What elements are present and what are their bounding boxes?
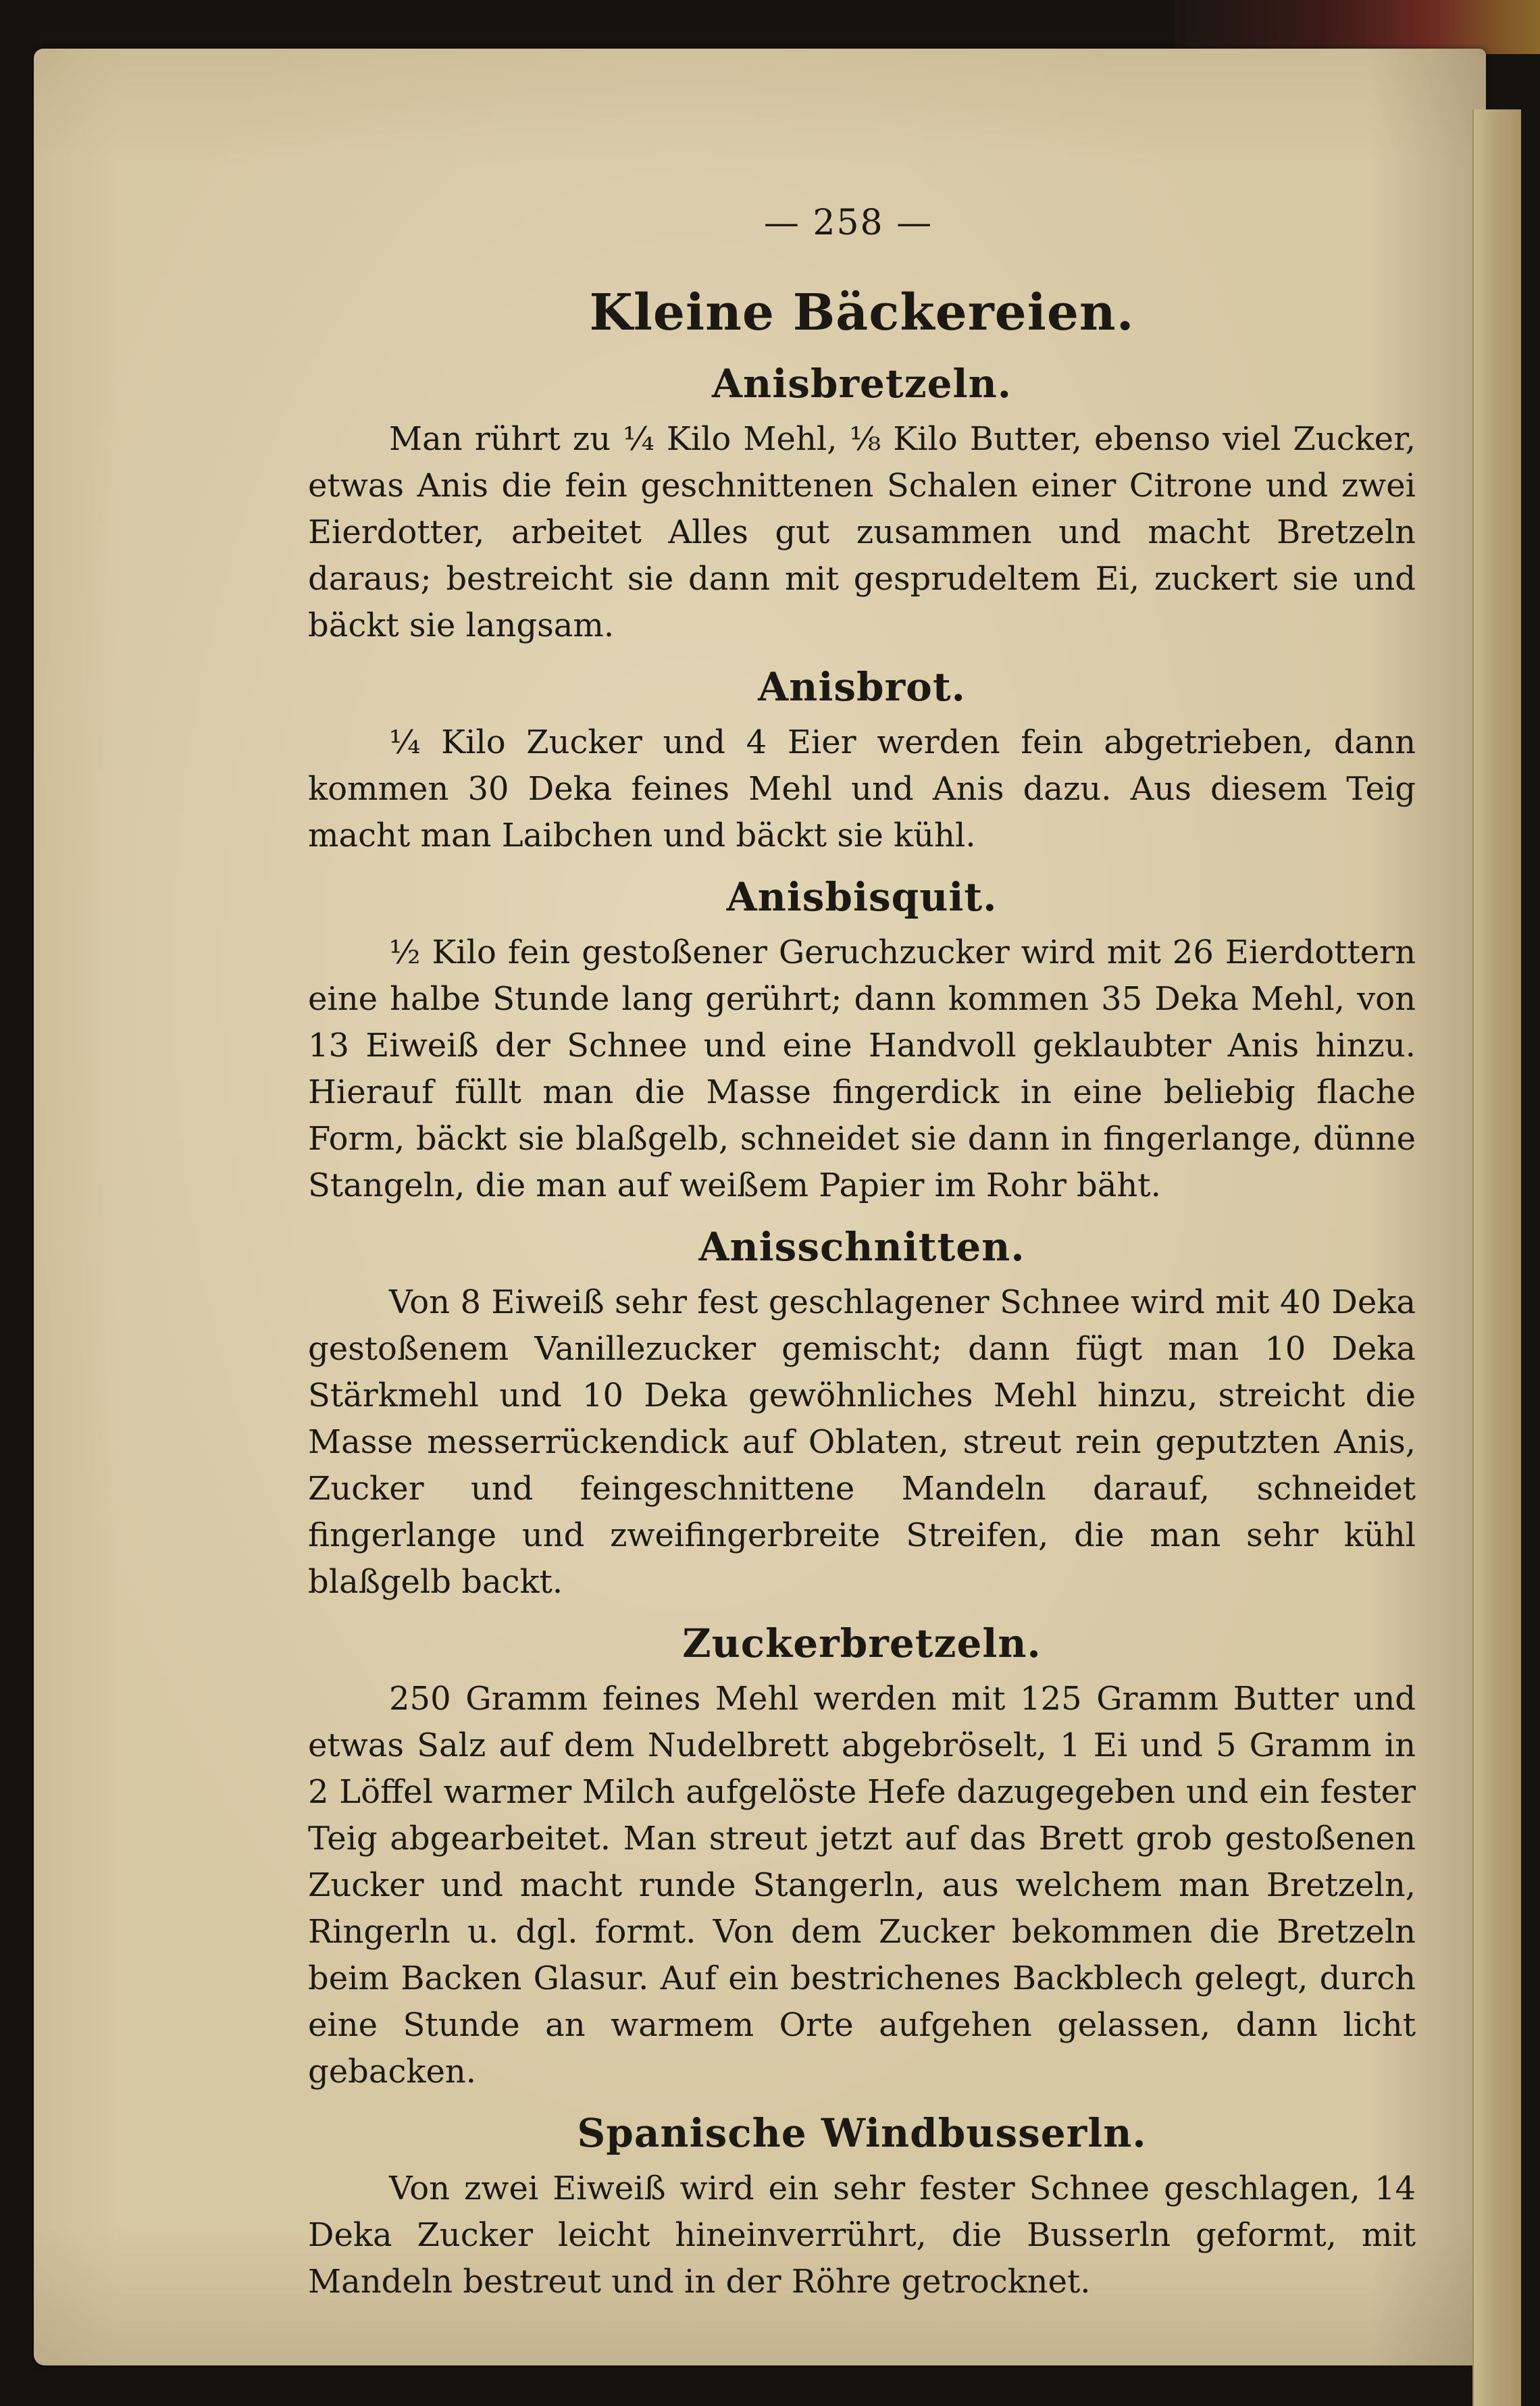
recipe-title: Anisschnitten. xyxy=(698,1224,1025,1270)
recipe-anisbisquit xyxy=(308,874,1416,1209)
recipe-text: ½ Kilo fein gestoßener Geruchzucker wird mit 26 Eierdottern eine halbe Stunde lang gerührt; dann kommen 35 Deka Mehl, von 13 Eiweiß der Schnee und eine Handvoll geklaubter Anis hinzu. Hierauf füllt man die Masse fingerdick in eine beliebig flache Form, bäckt sie blaßgelb, schneidet sie dann in fingerlange, dünne Stangeln, die man auf weißem Papier im Rohr bäht. xyxy=(308,933,1416,1204)
recipe-spanische-windbusserln xyxy=(308,2110,1416,2305)
recipe-anisbrot xyxy=(308,664,1416,859)
recipe-anisbretzeln xyxy=(308,361,1416,649)
page-content xyxy=(308,196,1416,2305)
scan-background-edge xyxy=(1175,0,1540,54)
recipe-anisschnitten xyxy=(308,1224,1416,1606)
page-fold-edge xyxy=(1472,109,1521,2406)
recipe-zuckerbretzeln xyxy=(308,1620,1416,2095)
recipe-text: 250 Gramm feines Mehl werden mit 125 Gramm Butter und etwas Salz auf dem Nudelbrett abgebröselt, 1 Ei und 5 Gramm in 2 Löffel warmer Milch aufgelöste Hefe dazugegeben und ein fester Teig abgearbeitet. Man streut jetzt auf das Brett grob gestoßenen Zucker und macht runde Stangerln, aus welchem man Bretzeln, Ringerln u. dgl. formt. Von dem Zucker bekommen die Bretzeln beim Backen Glasur. Auf ein bestrichenes Backblech gelegt, durch eine Stunde an warmem Orte aufgehen gelassen, dann licht gebacken. xyxy=(308,1680,1416,2091)
page-number: — 258 — xyxy=(763,203,933,243)
recipe-text: Man rührt zu ¼ Kilo Mehl, ⅛ Kilo Butter, ebenso viel Zucker, etwas Anis die fein geschnittenen Schalen einer Citrone und zwei Eierdotter, arbeitet Alles gut zusammen und macht Bretzeln daraus; bestreicht sie dann mit gesprudeltem Ei, zuckert sie und bäckt sie langsam. xyxy=(308,420,1416,644)
recipe-title: Zuckerbretzeln. xyxy=(682,1620,1042,1666)
recipe-text: Von 8 Eiweiß sehr fest geschlagener Schnee wird mit 40 Deka gestoßenem Vanillezucker gemischt; dann fügt man 10 Deka Stärkmehl und 10 Deka gewöhnliches Mehl hinzu, streicht die Masse messerrückendick auf Oblaten, streut rein geputzten Anis, Zucker und feingeschnittene Mandeln darauf, schneidet fingerlange und zweifingerbreite Streifen, die man sehr kühl blaßgelb backt. xyxy=(308,1283,1416,1601)
recipe-text: ¼ Kilo Zucker und 4 Eier werden fein abgetrieben, dann kommen 30 Deka feines Mehl und Anis dazu. Aus diesem Teig macht man Laibchen und bäckt sie kühl. xyxy=(308,723,1416,854)
recipe-title: Anisbisquit. xyxy=(726,874,998,920)
chapter-title: Kleine Bäckereien. xyxy=(589,284,1135,342)
recipe-text: Von zwei Eiweiß wird ein sehr fester Schnee geschlagen, 14 Deka Zucker leicht hineinverrührt, die Busserln geformt, mit Mandeln bestreut und in der Röhre getrocknet. xyxy=(308,2170,1416,2301)
recipe-title: Anisbretzeln. xyxy=(712,361,1012,407)
recipe-title: Anisbrot. xyxy=(758,664,966,710)
recipe-title: Spanische Windbusserln. xyxy=(577,2110,1147,2156)
